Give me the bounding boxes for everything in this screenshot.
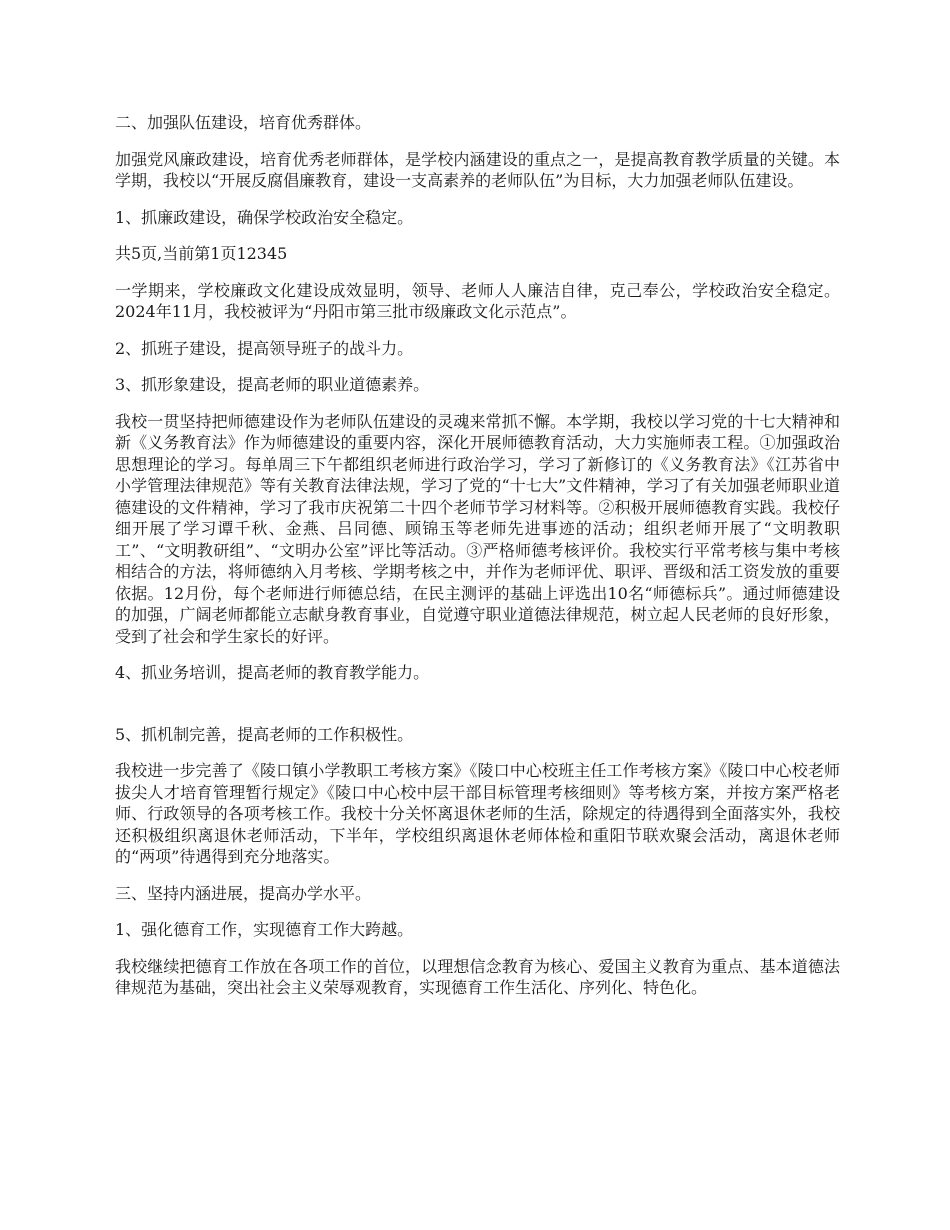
subheading-4: 4、抓业务培训，提高老师的教育教学能力。 — [115, 663, 430, 682]
subheading-moral-1: 1、强化德育工作，实现德育工作大跨越。 — [115, 920, 414, 939]
pagination-text: 共5页,当前第1页12345 — [115, 244, 288, 263]
paragraph-moral: 我校继续把德育工作放在各项工作的首位，以理想信念教育为核心、爱国主义教育为重点、基本道德法律规范为基础，突出社会主义荣辱观教育，实现德育工作生活化、序列化、特色化。 — [115, 956, 840, 997]
paragraph-integrity: 一学期来，学校廉政文化建设成效显明，领导、老师人人廉洁自律，克己奉公，学校政治安全稳定。2024年11月，我校被评为“丹阳市第三批市级廉政文化示范点”。 — [115, 280, 840, 321]
section-heading-3: 三、坚持内涵进展，提高办学水平。 — [115, 883, 372, 903]
subheading-3: 3、抓形象建设，提高老师的职业道德素养。 — [115, 375, 430, 394]
subheading-2: 2、抓班子建设，提高领导班子的战斗力。 — [115, 338, 414, 358]
subheading-1: 1、抓廉政建设，确保学校政治安全稳定。 — [115, 207, 414, 227]
paragraph-intro: 加强党风廉政建设，培育优秀老师群体，是学校内涵建设的重点之一，是提高教育教学质量的关键。本学期，我校以“开展反腐倡廉教育，建设一支高素养的老师队伍”为目标，大力加强老师队伍建设。 — [115, 149, 840, 190]
subheading-5: 5、抓机制完善，提高老师的工作积极性。 — [115, 724, 414, 744]
paragraph-ethics: 我校一贯坚持把师德建设作为老师队伍建设的灵魂来常抓不懈。本学期，我校以学习党的十七大精神和新《义务教育法》作为师德建设的重要内容，深化开展师德教育活动，大力实施师表工程。①加强政治思想理论的学习。每单周三下午都组织老师进行政治学习，学习了新修订的《义务教育法》《江苏省中小学管理法律规范》等有关教育法律法规，学习了党的“十七大”文件精神，学习了有关加强老师职业道德建设的文件精神，学习了我市庆祝第二十四个老师节学习材料等。②积极开展师德教育实践。我校仔细开展了学习谭千秋、金燕、吕同德、顾锦玉等老师先进事迹的活动；组织老师开展了“文明教职工”、“文明教研组”、“文明办公室”评比等活动。③严格师德考核评价。我校实行平常考核与集中考核相结合的方法，将师德纳入月考核、学期考核之中，并作为老师评优、职评、晋级和活工资发放的重要依据。12月份，每个老师进行师德总结，在民主测评的基础上评选出10名“师德标兵”。通过师德建设的加强，广阔老师都能立志献身教育事业，自觉遵守职业道德法律规范，树立起人民老师的良好形象，受到了社会和学生家长的好评。 — [115, 411, 840, 646]
section-heading-2: 二、加强队伍建设，培育优秀群体。 — [115, 113, 372, 132]
document-page — [115, 112, 840, 999]
paragraph-mechanism: 我校进一步完善了《陵口镇小学教职工考核方案》《陵口中心校班主任工作考核方案》《陵口中心校老师拔尖人才培育管理暂行规定》《陵口中心校中层干部目标管理考核细则》等考核方案，并按方案严格老师、行政领导的各项考核工作。我校十分关怀离退休老师的生活，除规定的待遇得到全面落实外，我校还积极组织离退休老师活动，下半年，学校组织离退休老师体检和重阳节联欢聚会活动，离退休老师的“两项”待遇得到充分地落实。 — [115, 761, 840, 866]
